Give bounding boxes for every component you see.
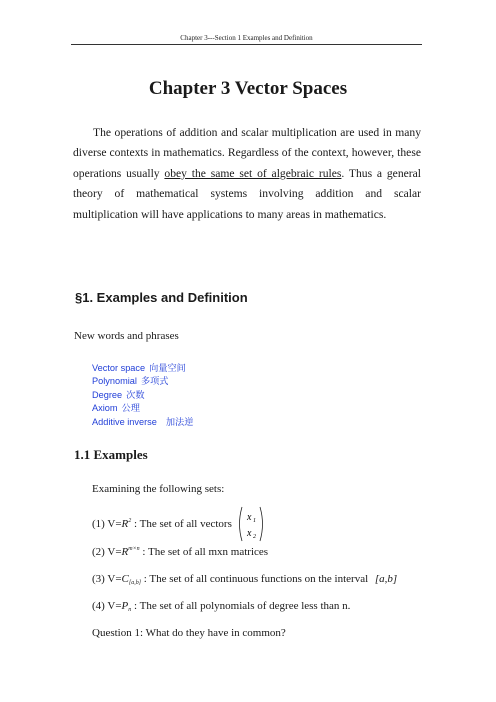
set-superscript: 2 [128, 518, 132, 524]
subsection-title: 1.1 Examples [74, 447, 148, 462]
interval: [a,b] [374, 573, 398, 585]
example-description: : The set of all polynomials of degree less than n. [134, 600, 351, 612]
vocab-item [92, 402, 193, 415]
intro-text-1: The operations of addition and scalar multiplication are used in many diverse contexts in mathematics. Regardless of the context, however, these operations usually [73, 126, 421, 180]
header-rule [71, 44, 422, 45]
question-1: Question 1: What do they have in common? [92, 627, 286, 639]
vocab-en: Vector space [92, 363, 146, 373]
set-subscript: [a,b] [128, 580, 142, 586]
example-prefix: (2) V= [92, 546, 122, 558]
chapter-title: Chapter 3 Vector Spaces [148, 78, 348, 99]
example-prefix: (4) V= [92, 600, 122, 612]
example-item [92, 573, 397, 586]
example-description: : The set of all mxn matrices [142, 546, 269, 558]
vocab-item [92, 416, 193, 429]
vector-entry-1: x [247, 512, 252, 523]
running-header: Chapter 3---Section 1 Examples and Definition [180, 34, 313, 42]
vocab-en: Axiom [92, 403, 118, 414]
vocab-zh: 次数 [126, 389, 145, 400]
set-symbol: C [121, 573, 129, 585]
set-symbol: R [121, 546, 129, 558]
vector-entry-1-sub: 1 [253, 518, 256, 524]
vocab-en: Additive inverse [92, 416, 157, 427]
example-item [92, 518, 232, 530]
vocab-item [92, 375, 193, 388]
vocabulary-list [92, 362, 193, 429]
vocab-zh: 向量空间 [149, 363, 186, 373]
vocab-en: Degree [92, 389, 123, 400]
example-item [92, 546, 268, 558]
set-superscript: m×n [128, 546, 140, 552]
column-vector [236, 506, 266, 542]
intro-text-2: . Thus a general theory of mathematical systems involving addition and scalar multiplication will have applications to many areas in mathematics. [73, 166, 421, 221]
vocab-item [92, 362, 193, 375]
example-description: : The set of all continuous functions on the interval [143, 573, 369, 585]
vocab-item [92, 389, 193, 402]
vector-entry-2: x [247, 528, 252, 539]
vocab-en: Polynomial [92, 376, 137, 387]
left-paren [240, 507, 243, 541]
intro-paragraph [73, 123, 421, 225]
intro-underlined-phrase: obey the same set of algebraic rules [164, 166, 342, 180]
set-subscript: n [128, 607, 132, 613]
section-title: §1. Examples and Definition [75, 290, 248, 305]
example-item [92, 600, 350, 613]
examples-intro: Examining the following sets: [92, 483, 225, 495]
set-symbol: R [121, 518, 129, 530]
right-paren [260, 507, 263, 541]
vocab-zh: 加法逆 [165, 416, 194, 427]
vocab-zh: 多项式 [140, 376, 169, 387]
vector-entry-2-sub: 2 [253, 534, 256, 540]
example-prefix: (3) V= [92, 573, 122, 585]
example-description: : The set of all vectors [134, 518, 232, 530]
vocab-zh: 公理 [121, 403, 140, 414]
new-words-heading: New words and phrases [74, 330, 179, 342]
set-symbol: P [121, 600, 129, 612]
example-prefix: (1) V= [92, 518, 122, 530]
